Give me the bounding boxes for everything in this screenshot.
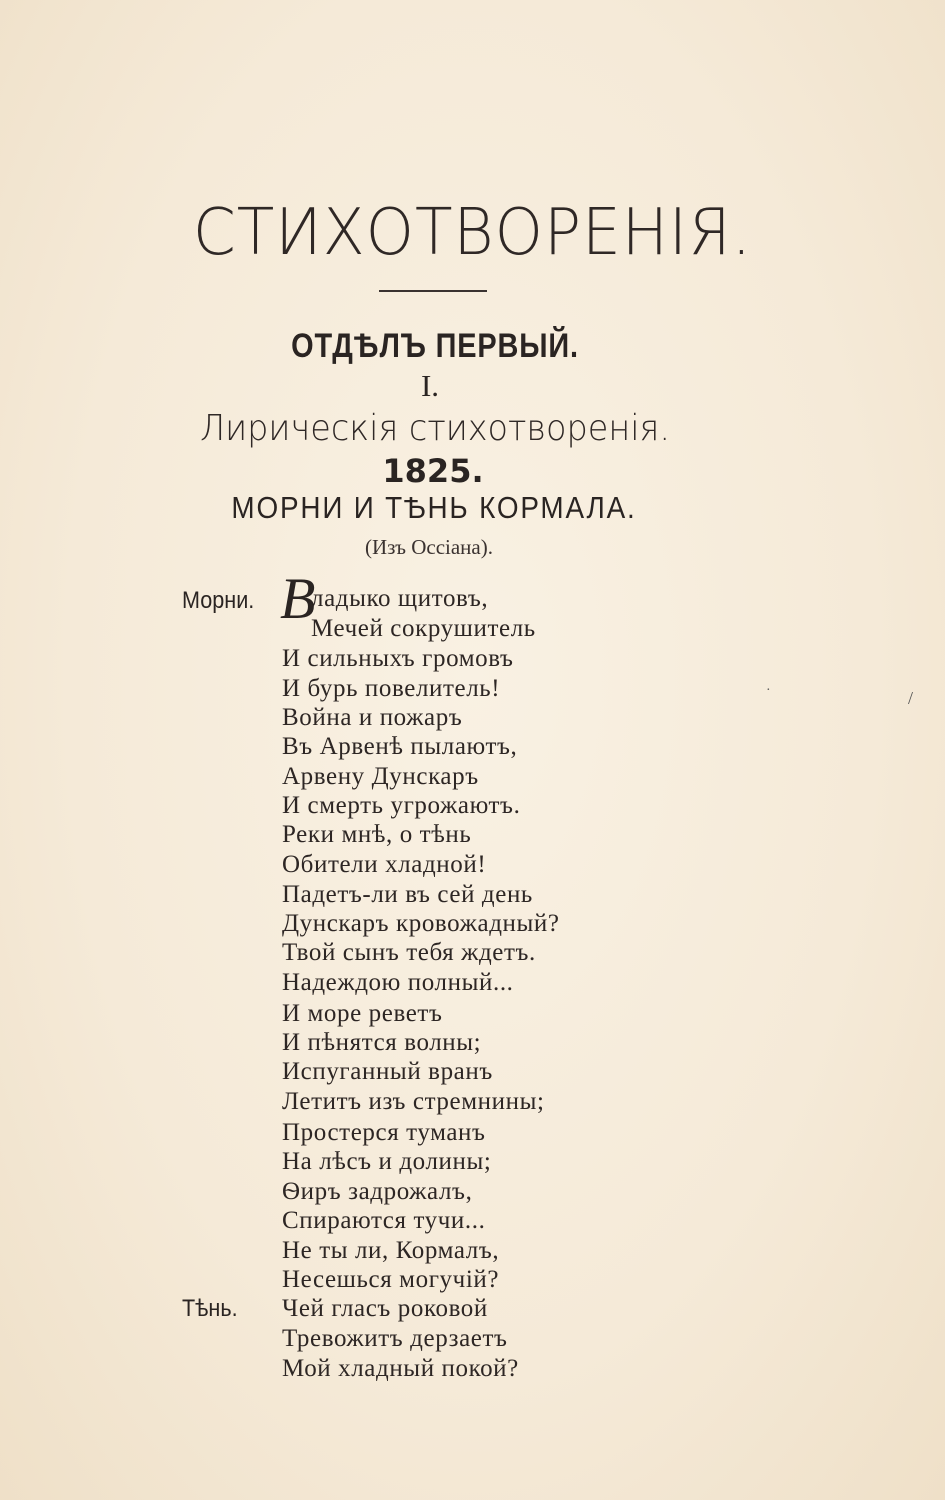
drop-cap: В <box>280 566 316 631</box>
verse-line: Летитъ изъ стремнины; <box>282 1088 545 1115</box>
verse-line: Арвену Дунскаръ <box>282 763 479 790</box>
verse-line: Дунскаръ кровожадный? <box>282 910 560 937</box>
verse-line: Надеждою полный... <box>282 969 514 996</box>
verse-line: Въ Арвенѣ пылаютъ, <box>282 733 518 760</box>
year: 1825. <box>382 452 484 490</box>
page-heading: СТИХОТВОРЕНІЯ. <box>192 196 753 270</box>
verse-line: Реки мнѣ, о тѣнь <box>282 821 472 848</box>
verse-line: Твой сынъ тебя ждетъ. <box>282 939 536 966</box>
part-number: I. <box>420 368 440 403</box>
verse-line: Обители хладной! <box>282 851 487 878</box>
part-title: Лирическія стихотворенія. <box>199 408 671 449</box>
verse-line: Простерся туманъ <box>282 1119 486 1146</box>
verse-line: Война и пожаръ <box>282 704 463 731</box>
verse-line: И сильныхъ громовъ <box>282 645 514 672</box>
section-title: ОТДѢЛЪ ПЕРВЫЙ. <box>291 327 579 365</box>
poem-title: МОРНИ И ТѢНЬ КОРМАЛА. <box>231 490 637 525</box>
verse-line: Спираются тучи... <box>282 1207 486 1234</box>
verse-line: Падетъ-ли въ сей день <box>282 881 533 908</box>
verse-line: И бурь повелитель! <box>282 675 501 702</box>
verse-line: Испуганный вранъ <box>282 1058 493 1085</box>
paper-speck: / <box>908 688 914 708</box>
speaker-shade: Тѣнь. <box>182 1295 238 1322</box>
verse-line: ладыко щитовъ, <box>311 585 489 612</box>
verse-line: И море реветъ <box>282 1000 443 1027</box>
verse-line: И пѣнятся волны; <box>282 1029 482 1056</box>
speaker-morni: Морни. <box>182 587 255 614</box>
verse-line: Тревожитъ дерзаетъ <box>282 1325 508 1352</box>
verse-line: Мой хладный покой? <box>282 1355 519 1382</box>
verse-line: Не ты ли, Кормалъ, <box>282 1237 500 1264</box>
verse-line: На лѣсъ и долины; <box>282 1148 492 1175</box>
poem-source: (Изъ Оссіана). <box>365 535 493 559</box>
verse-line: Ѳиръ задрожалъ, <box>282 1178 473 1205</box>
verse-line: Чей гласъ роковой <box>282 1295 488 1322</box>
decorative-rule <box>379 290 487 292</box>
verse-line: И смерть угрожаютъ. <box>282 792 521 819</box>
paper-speck: · <box>766 683 771 698</box>
verse-line: Мечей сокрушитель <box>311 615 536 642</box>
verse-line: Несешься могучій? <box>282 1266 500 1293</box>
